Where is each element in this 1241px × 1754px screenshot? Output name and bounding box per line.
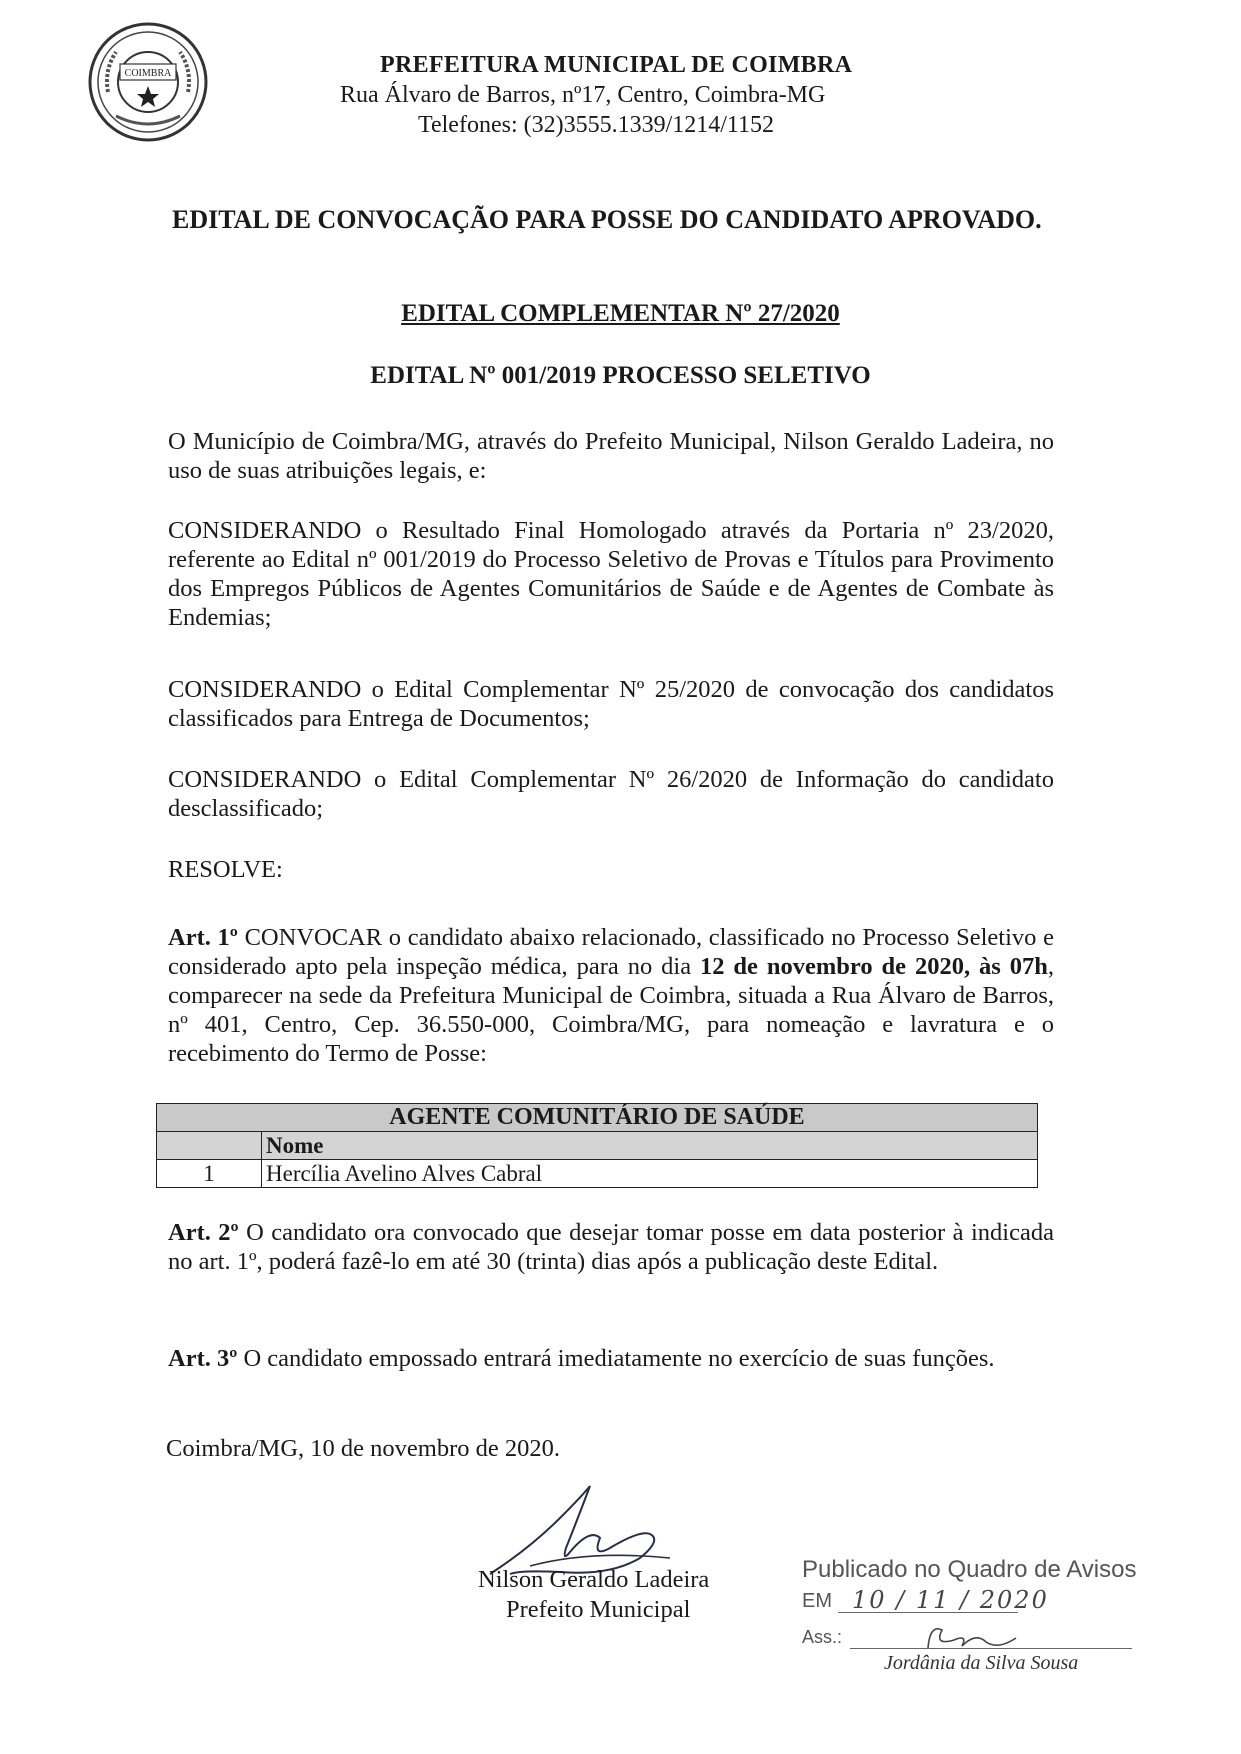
table-row xyxy=(157,1160,1038,1188)
convocation-table xyxy=(156,1103,1038,1188)
org-phones: Telefones: (32)3555.1339/1214/1152 xyxy=(418,112,775,138)
subtitle-edital: EDITAL Nº 001/2019 PROCESSO SELETIVO xyxy=(370,362,871,389)
stamp-date: 10 / 11 / 2020 xyxy=(852,1586,1049,1614)
signatory-name: Nilson Geraldo Ladeira xyxy=(478,1566,710,1593)
document-title: EDITAL DE CONVOCAÇÃO PARA POSSE DO CANDIDATO APROVADO. xyxy=(172,205,1042,234)
subtitle-complementar: EDITAL COMPLEMENTAR Nº 27/2020 xyxy=(401,300,840,327)
table-col-number-header xyxy=(157,1132,262,1160)
org-name: PREFEITURA MUNICIPAL DE COIMBRA xyxy=(380,52,853,78)
table-cell-number: 1 xyxy=(157,1160,262,1188)
intro-paragraph: O Município de Coimbra/MG, através do Prefeito Municipal, Nilson Geraldo Ladeira, no uso de suas atribuições legais, e: xyxy=(168,428,1054,484)
considerando-3: CONSIDERANDO o Edital Complementar Nº 26/2020 de Informação do candidato desclassificado; xyxy=(168,766,1054,822)
org-address: Rua Álvaro de Barros, nº17, Centro, Coimbra-MG xyxy=(340,82,826,108)
svg-text:COIMBRA: COIMBRA xyxy=(124,68,172,79)
signatory-role: Prefeito Municipal xyxy=(506,1596,691,1623)
article-2: Art. 2º O candidato ora convocado que desejar tomar posse em data posterior à indicada no art. 1º, poderá fazê-lo em até 30 (trinta) dias após a publicação deste Edital. xyxy=(168,1219,1054,1275)
municipal-seal-icon xyxy=(86,20,210,144)
table-heading: AGENTE COMUNITÁRIO DE SAÚDE xyxy=(157,1104,1038,1132)
stamp-ass-label: Ass.: xyxy=(802,1627,843,1647)
resolve-heading: RESOLVE: xyxy=(168,856,283,883)
table-col-name-header: Nome xyxy=(262,1132,1038,1160)
stamp-title: Publicado no Quadro de Avisos xyxy=(802,1556,1137,1583)
publication-stamp xyxy=(800,1556,1140,1686)
considerando-1: CONSIDERANDO o Resultado Final Homologado através da Portaria nº 23/2020, referente ao Edital nº 001/2019 do Processo Seletivo de Provas e Títulos para Provimento dos Empregos Públicos de Agentes Comunitários de Saúde e de Agentes de Combate às Endemias; xyxy=(168,517,1054,631)
article-1: Art. 1º CONVOCAR o candidato abaixo relacionado, classificado no Processo Seletivo e considerado apto pela inspeção médica, para no dia 12 de novembro de 2020, às 07h, comparecer na sede da Prefeitura Municipal de Coimbra, situada a Rua Álvaro de Barros, nº 401, Centro, Cep. 36.550-000, Coimbra/MG, para nomeação e lavratura e o recebimento do Termo de Posse: xyxy=(168,924,1054,1067)
stamp-signer-name: Jordânia da Silva Sousa xyxy=(884,1652,1079,1674)
date-line: Coimbra/MG, 10 de novembro de 2020. xyxy=(166,1435,560,1462)
considerando-2: CONSIDERANDO o Edital Complementar Nº 25/2020 de convocação dos candidatos classificados para Entrega de Documentos; xyxy=(168,676,1054,732)
article-3: Art. 3º O candidato empossado entrará imediatamente no exercício de suas funções. xyxy=(168,1345,995,1372)
table-cell-name: Hercília Avelino Alves Cabral xyxy=(262,1160,1038,1188)
stamp-em-label: EM xyxy=(802,1590,832,1612)
stamp-signature-scribble-icon xyxy=(920,1620,1040,1656)
